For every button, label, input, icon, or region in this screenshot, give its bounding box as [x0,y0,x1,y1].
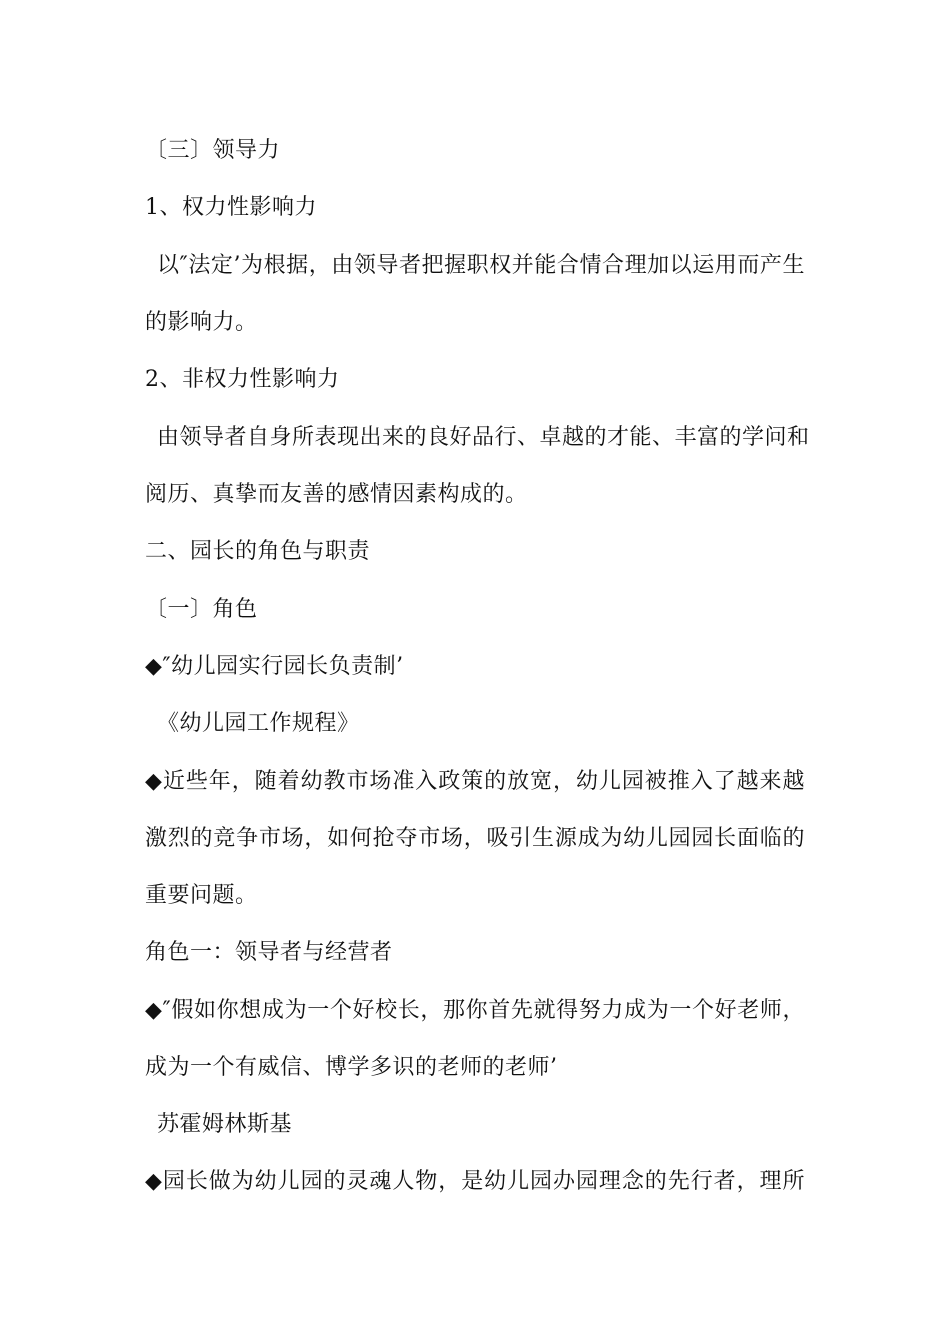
subheading-power-influence: 1、权力性影响力 [145,195,317,220]
citation-line: 苏霍姆林斯基 [157,1112,293,1137]
bullet-line: ◆园长做为幼儿园的灵魂人物，是幼儿园办园理念的先行者，理所 [145,1169,805,1194]
citation-line: 《幼儿园工作规程》 [157,711,360,736]
bullet-line: ◆″幼儿园实行园长负责制’ [145,654,404,679]
bullet-line: ◆近些年，随着幼教市场准入政策的放宽，幼儿园被推入了越来越 [145,769,805,794]
paragraph-line: 以″法定’为根据，由领导者把握职权并能合情合理加以运用而产生 [157,253,805,278]
paragraph-line: 重要问题。 [145,883,258,908]
section-heading-leadership: 〔三〕领导力 [145,138,281,163]
section-heading-roles-duties: 二、园长的角色与职责 [145,539,371,564]
subheading-role-one: 角色一：领导者与经营者 [145,940,393,965]
subheading-non-power-influence: 2、非权力性影响力 [145,367,340,392]
paragraph-line: 激烈的竞争市场，如何抢夺市场，吸引生源成为幼儿园园长面临的 [145,826,805,851]
paragraph-line: 阅历、真挚而友善的感情因素构成的。 [145,482,528,507]
subheading-roles: 〔一〕角色 [145,597,258,622]
bullet-line: ◆″假如你想成为一个好校长，那你首先就得努力成为一个好老师， [145,998,805,1023]
paragraph-line: 成为一个有威信、博学多识的老师的老师’ [145,1055,558,1080]
paragraph-line: 的影响力。 [145,310,258,335]
paragraph-line: 由领导者自身所表现出来的良好品行、卓越的才能、丰富的学问和 [157,425,810,450]
